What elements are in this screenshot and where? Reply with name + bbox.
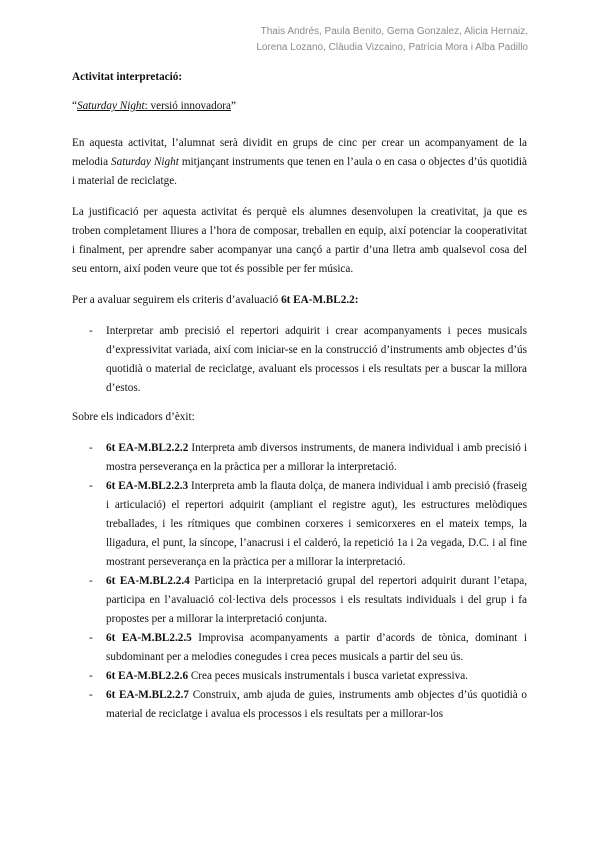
subtitle-open-quote: “	[72, 100, 77, 112]
criteria-intro	[72, 291, 527, 310]
indicator-code: 6t EA-M.BL2.2.6	[106, 670, 189, 682]
indicator-text: Participa en la interpretació grupal del repertori adquirit durant l’etapa, participa en l’avaluació col·lectiva dels processos i els resultats individuals i del grup i fa propostes per a millorar la interpretació conjunta.	[106, 575, 527, 625]
indicator-item	[72, 477, 527, 572]
bullet-dash: -	[89, 670, 93, 682]
bullet-dash: -	[89, 575, 93, 587]
indicator-item	[72, 439, 527, 477]
indicator-item	[72, 686, 527, 724]
indicator-code: 6t EA-M.BL2.2.4	[106, 575, 190, 587]
authors-line-2: Lorena Lozano, Clàudia Vizcaino, Patrícia Mora i Alba Padillo	[256, 42, 528, 53]
indicator-code: 6t EA-M.BL2.2.2	[106, 442, 189, 454]
bullet-dash: -	[89, 480, 93, 492]
criteria-item-text: Interpretar amb precisió el repertori adquirit i crear acompanyaments i peces musicals d’expressivitat variada, així com iniciar-se en la construcció d’instruments amb objectes d’ús quotidià o material de reciclatge, avaluant els processos i els resultats per a buscar la millora d’estos.	[106, 325, 527, 394]
document-body	[72, 68, 527, 736]
indicator-item	[72, 629, 527, 667]
indicator-text: Improvisa acompanyaments a partir d’acords de tònica, dominant i subdominant per a melodies conegudes i crea peces musicals a partir del seu ús.	[106, 632, 528, 663]
indicator-item	[72, 572, 527, 629]
indicators-intro: Sobre els indicadors d’èxit:	[72, 411, 195, 423]
paragraph-activity-description	[72, 134, 527, 191]
bullet-dash: -	[89, 442, 93, 454]
bullet-dash: -	[89, 689, 93, 701]
bullet-dash: -	[89, 632, 93, 644]
indicator-code: 6t EA-M.BL2.2.3	[106, 480, 189, 492]
indicator-item	[72, 667, 527, 686]
p1-after: mitjançant instruments que tenen en l’aula o en casa o objectes d’ús quotidià i material de reciclatge.	[72, 156, 527, 187]
subtitle-work: Saturday Night	[76, 100, 145, 112]
criteria-intro-code: 6t EA-M.BL2.2:	[281, 294, 359, 306]
p1-before: En aquesta activitat, l’alumnat serà dividit en grups de cinc per crear un acompanyament de la melodia	[72, 137, 527, 168]
subtitle-underlined	[77, 100, 231, 112]
subtitle-rest: : versió innovadora	[144, 100, 231, 112]
activity-subtitle	[72, 97, 527, 116]
indicator-code: 6t EA-M.BL2.2.7	[106, 689, 189, 701]
indicator-code: 6t EA-M.BL2.2.5	[106, 632, 192, 644]
indicators-list	[72, 439, 527, 724]
indicator-text: Crea peces musicals instrumentals i busca varietat expressiva.	[188, 670, 468, 682]
authors-line-1: Thais Andrés, Paula Benito, Gema Gonzalez, Alicia Hernaiz,	[260, 26, 528, 37]
p1-italic: Saturday Night	[111, 156, 179, 168]
activity-title: Activitat interpretació:	[72, 71, 183, 83]
indicator-text: Construix, amb ajuda de guies, instruments amb objectes d’ús quotidià o material de reciclatge i avalua els processos i els resultats per a millorar-los	[106, 689, 527, 720]
bullet-dash: -	[89, 325, 93, 337]
criteria-item	[72, 322, 527, 398]
paragraph-justification: La justificació per aquesta activitat és perquè els alumnes desenvolupen la creativitat, ja que es troben completament lliures a l’hora de composar, treballen en equip, així potenciar la cooperativitat i finalment, per aprendre saber acompanyar una cançó a partir d’una lletra amb qualsevol cosa del seu entorn, així poden veure que tot és possible per fer música.	[72, 206, 527, 275]
indicator-text: Interpreta amb diversos instruments, de manera individual i amb precisió i mostra perseverança en la pràctica per a millorar la interpretació.	[106, 442, 527, 473]
indicator-text: Interpreta amb la flauta dolça, de manera individual i amb precisió (fraseig i articulació) el repertori adquirit (ampliant el registre agut), les estructures melòdiques treballades, i les rítmiques que combinen corxeres i semicorxeres en el mateix temps, la lligadura, el punt, la síncope, l’anacrusi i el calderó, la repetició 1a i 2a vegada, D.C. i al fine mostrant perseverança en la pràctica per a millorar la interpretació.	[106, 480, 527, 568]
authors-header	[108, 24, 528, 56]
criteria-list	[72, 322, 527, 398]
subtitle-close-quote: ”	[231, 100, 236, 112]
criteria-intro-text: Per a avaluar seguirem els criteris d’avaluació	[72, 294, 282, 306]
